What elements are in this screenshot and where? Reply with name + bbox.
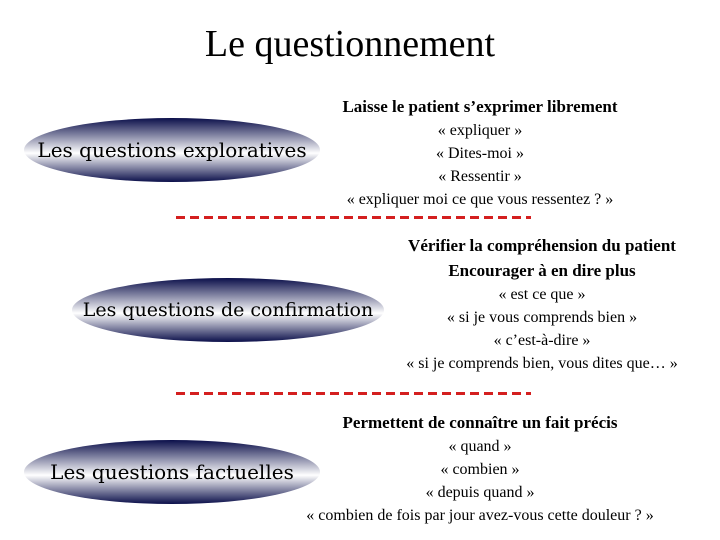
example-line: « expliquer »	[437, 122, 523, 139]
ellipse-label: Les questions exploratives	[37, 138, 307, 162]
example-line: « est ce que »	[498, 286, 586, 303]
ellipse-confirmation	[70, 276, 386, 344]
section-heading: Permettent de connaître un fait précis	[342, 413, 618, 432]
example-line: « si je vous comprends bien »	[446, 309, 638, 326]
section-heading-2: Encourager à en dire plus	[448, 261, 636, 280]
section-heading: Laisse le patient s’exprimer librement	[342, 97, 618, 116]
example-line: « Ressentir »	[438, 168, 522, 185]
factual-text-block	[270, 410, 690, 527]
confirmation-text-block	[372, 233, 712, 375]
dashed-separator	[176, 392, 531, 395]
example-line: « c’est-à-dire »	[493, 332, 591, 349]
ellipse-label: Les questions factuelles	[50, 460, 294, 484]
example-line: « combien »	[440, 461, 520, 478]
example-line: « combien de fois par jour avez-vous cette douleur ? »	[306, 507, 654, 524]
example-line: « expliquer moi ce que vous ressentez ? »	[346, 191, 614, 208]
ellipse-exploratory	[22, 116, 322, 184]
slide-title: Le questionnement	[204, 23, 496, 65]
example-line: « quand »	[448, 438, 512, 455]
example-line: « si je comprends bien, vous dites que… »	[406, 355, 678, 372]
dashed-separator	[176, 216, 531, 219]
section-heading: Vérifier la compréhension du patient	[408, 236, 676, 255]
example-line: « Dites-moi »	[436, 145, 524, 162]
ellipse-label: Les questions de confirmation	[82, 299, 374, 321]
example-line: « depuis quand »	[425, 484, 535, 501]
exploratory-text-block	[292, 94, 668, 211]
